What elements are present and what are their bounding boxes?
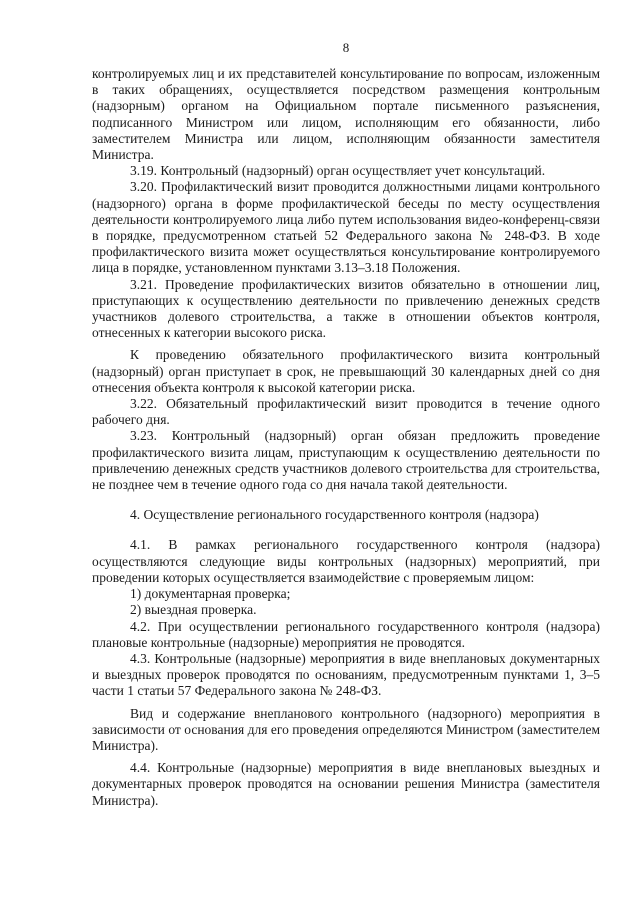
paragraph-3-20: 3.20. Профилактический визит проводится должностными лицами контрольного (надзорного) органа в форме профилактической беседы по месту осуществления деятельности контролируемого лица либо путем использования видео-конференц-связи в порядке, предусмотренном статьей 52 Федерального закона № 248-ФЗ. В ходе профилактического визита может осуществляться консультирование контролируемого лица в порядке, установленном пунктами 3.13–3.18 Положения. <box>92 179 600 276</box>
paragraph-4-3-type: Вид и содержание внепланового контрольного (надзорного) мероприятия в зависимости от основания для его проведения определяются Министром (заместителем Министра). <box>92 705 600 753</box>
paragraph-3-22: 3.22. Обязательный профилактический визит проводится в течение одного рабочего дня. <box>92 396 600 428</box>
page-number: 8 <box>342 40 350 55</box>
paragraph-4-1: 4.1. В рамках регионального государственного контроля (надзора) осуществляются следующие виды контрольных (надзорных) мероприятий, при проведении которых осуществляется взаимодействие с проверяемым лицом: <box>92 537 600 585</box>
paragraph-3-19: 3.19. Контрольный (надзорный) орган осуществляет учет консультаций. <box>130 163 546 179</box>
list-item-field-check: 2) выездная проверка. <box>130 602 257 618</box>
paragraph-continuation: контролируемых лиц и их представителей консультирование по вопросам, изложенным в таких обращениях, осуществляется посредством размещения контрольным (надзорным) органом на Официальном портале письменного разъяснения, подписанного Министром или лицом, исполняющим его обязанности, либо заместителем Министра или лицом, исполняющим обязанности заместителя Министра. <box>92 66 600 163</box>
section-heading-4: 4. Осуществление регионального государственного контроля (надзора) <box>130 507 539 523</box>
paragraph-3-23: 3.23. Контрольный (надзорный) орган обязан предложить проведение профилактического визита лицам, приступающим к осуществлению деятельности по привлечению денежных средств участников долевого строительства для строительства, не позднее чем в течение одного года со дня начала такой деятельности. <box>92 428 600 493</box>
paragraph-4-4: 4.4. Контрольные (надзорные) мероприятия в виде внеплановых выездных и документарных проверок проводятся на основании решения Министра (заместителя Министра). <box>92 760 600 808</box>
list-item-documentary-check: 1) документарная проверка; <box>130 586 291 602</box>
document-body <box>92 66 600 809</box>
paragraph-3-21: 3.21. Проведение профилактических визитов обязательно в отношении лиц, приступающих к осуществлению деятельности по привлечению денежных средств участников долевого строительства, а также в отношении объектов контроля, отнесенных к категории высокого риска. <box>92 276 600 341</box>
paragraph-4-3: 4.3. Контрольные (надзорные) мероприятия в виде внеплановых документарных и выездных проверок проводятся по основаниям, предусмотренным пунктами 1, 3–5 части 1 статьи 57 Федерального закона № 248-ФЗ. <box>92 650 600 699</box>
paragraph-4-2: 4.2. При осуществлении регионального государственного контроля (надзора) плановые контрольные (надзорные) мероприятия не проводятся. <box>92 618 600 650</box>
paragraph-3-21-mandatory-visit: К проведению обязательного профилактического визита контрольный (надзорный) орган приступает в срок, не превышающий 30 календарных дней со дня отнесения объекта контроля к высокой категории риска. <box>92 347 600 395</box>
